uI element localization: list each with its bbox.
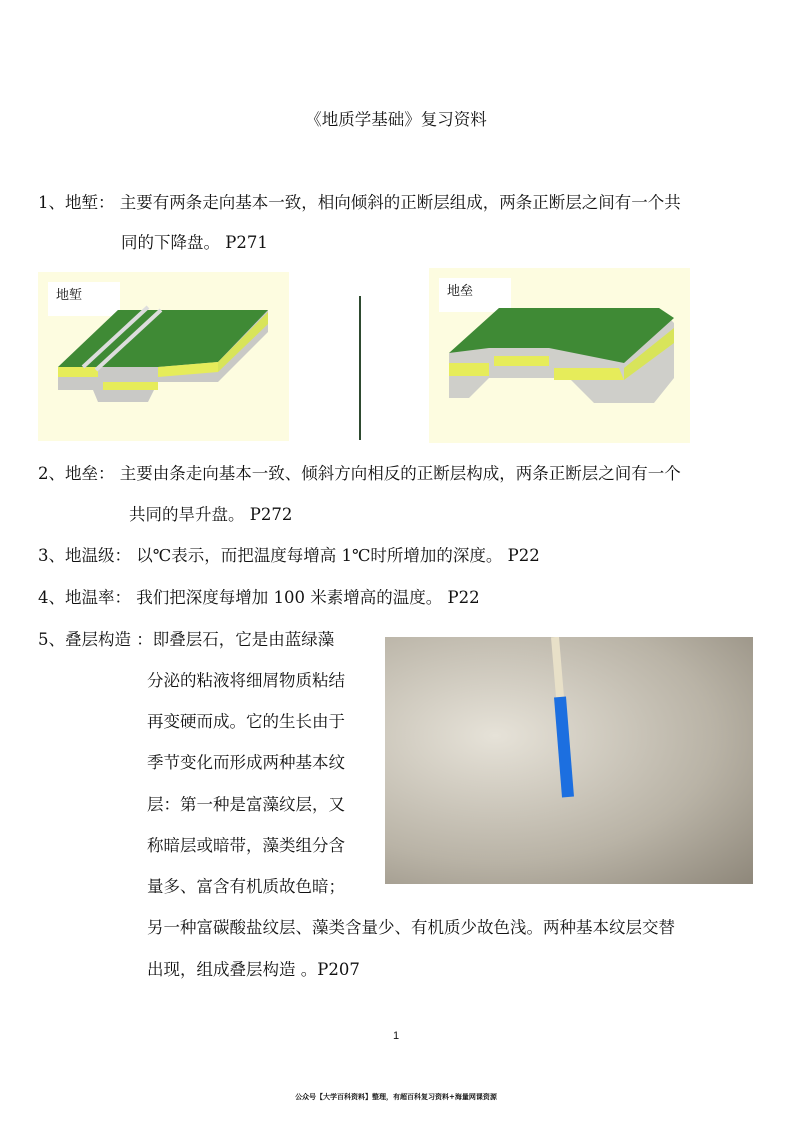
- item-5-line-1: 5、叠层构造 ：即叠层石，它是由蓝绿藻: [38, 630, 335, 649]
- pen-in-photo: [385, 637, 753, 884]
- item-1-line-2: 同的下降盘。 P271: [121, 233, 268, 252]
- item-1-line-1: 1、地堑： 主要有两条走向基本一致，相向倾斜的正断层组成，两条正断层之间有一个共: [38, 193, 681, 212]
- horst-label: 地垒: [439, 278, 511, 312]
- graben-diagram: [38, 272, 289, 441]
- item-5-line-3: 再变硬而成。它的生长由于: [147, 712, 345, 731]
- item-5-line-9: 出现，组成叠层构造 。P207: [147, 960, 360, 979]
- horst-diagram: [429, 268, 690, 443]
- item-5-line-5: 层：第一种是富藻纹层，又: [147, 795, 345, 814]
- item-2-line-2: 共同的旱升盘。 P272: [129, 505, 293, 524]
- stromatolite-photo: [385, 637, 753, 884]
- item-2-line-1: 2、地垒： 主要由条走向基本一致、倾斜方向相反的正断层构成，两条正断层之间有一个: [38, 464, 681, 483]
- item-5-line-6: 称暗层或暗带，藻类组分含: [147, 836, 345, 855]
- footer-note: 公众号【大学百科资料】整理，有超百科复习资料+海量网课资源: [295, 1092, 497, 1101]
- divider-line: [359, 296, 361, 440]
- graben-figure: [38, 272, 289, 441]
- graben-label: 地堑: [48, 282, 120, 316]
- item-4: 4、地温率： 我们把深度每增加 100 米素增高的温度。 P22: [38, 588, 480, 607]
- item-5-line-7: 量多、富含有机质故色暗；: [147, 877, 345, 896]
- item-5-line-8: 另一种富碳酸盐纹层、藻类含量少、有机质少故色浅。两种基本纹层交替: [147, 918, 675, 937]
- page-number: 1: [392, 1030, 400, 1042]
- page-title: 《地质学基础》复习资料: [305, 110, 487, 129]
- item-3: 3、地温级： 以℃表示，而把温度每增高 1℃时所增加的深度。 P22: [38, 546, 540, 565]
- item-5-line-2: 分泌的粘液将细屑物质粘结: [147, 671, 345, 690]
- item-5-line-4: 季节变化而形成两种基本纹: [147, 753, 345, 772]
- horst-figure: [429, 268, 690, 443]
